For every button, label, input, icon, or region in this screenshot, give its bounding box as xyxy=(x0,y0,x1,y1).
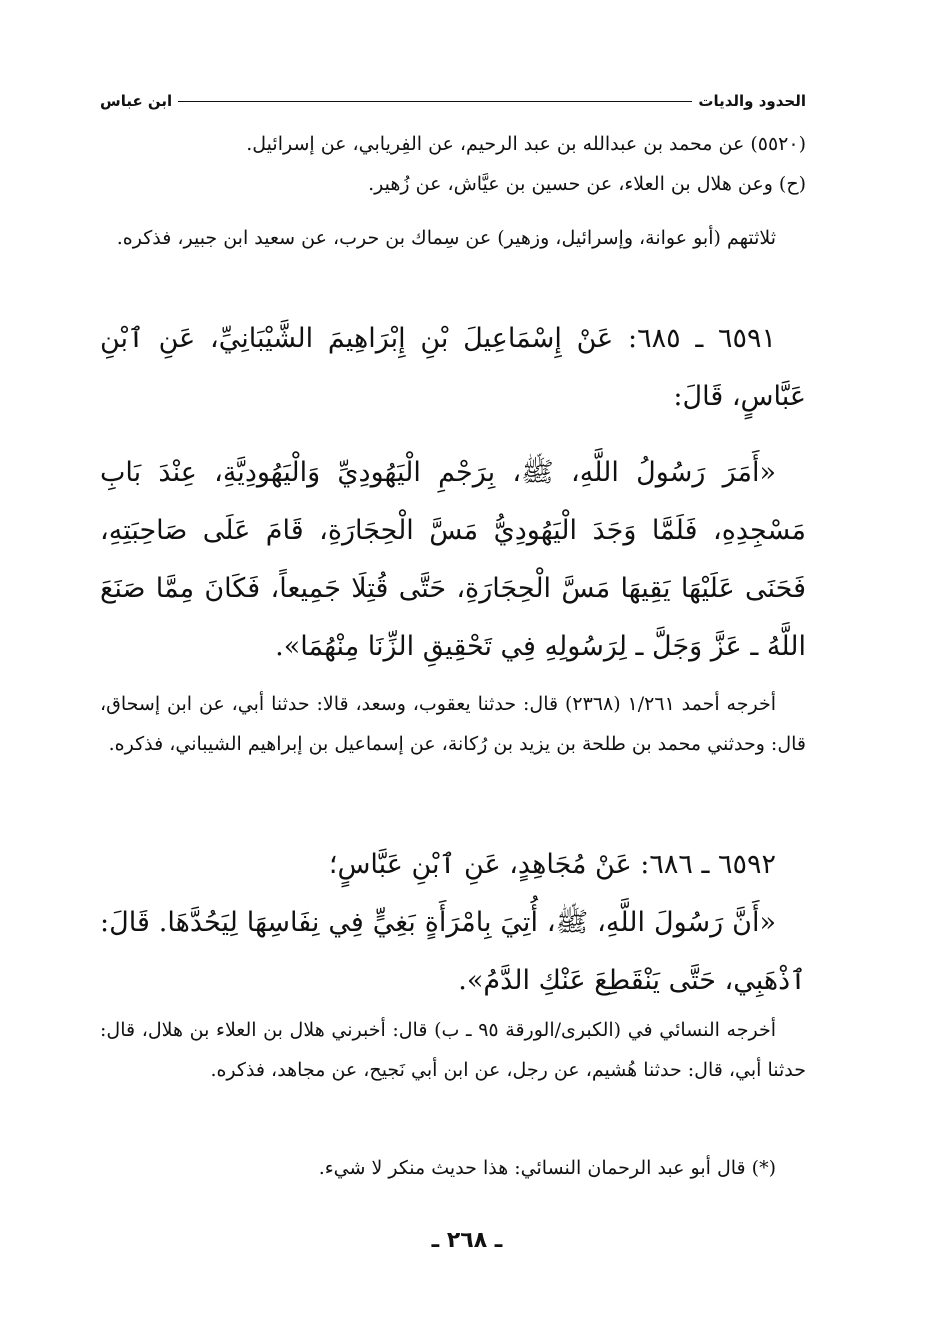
nasai-comment: (*) قال أبو عبد الرحمان النسائي: هذا حديث منكر لا شيء. xyxy=(318,1157,776,1179)
hadith-6591-takhrij: أخرجه أحمد ١/٢٦١ (٢٣٦٨) قال: حدثنا يعقوب، وسعد، قالا: حدثنا أبي، عن ابن إسحاق، قال: وحدثني محمد بن طلحة بن يزيد بن رُكانة، عن إسماعيل بن إبراهيم الشيباني، فذكره. xyxy=(100,693,806,755)
hadith-6592-heading: ٦٥٩٢ ـ ٦٨٦: عَنْ مُجَاهِدٍ، عَنِ ٱبْنِ عَبَّاسٍ؛ xyxy=(328,849,776,880)
note-5520 xyxy=(100,124,806,204)
header-chapter-title: الحدود والديات xyxy=(698,92,806,110)
header-section-title: ابن عباس xyxy=(100,92,173,110)
header-rule xyxy=(178,101,692,102)
page-number: ـ ٢٦٨ ـ xyxy=(431,1228,503,1253)
note-5520-line-1: (٥٥٢٠) عن محمد بن عبدالله بن عبد الرحيم، عن الفِريابي، عن إسرائيل. xyxy=(246,133,806,155)
hadith-6591-heading: ٦٥٩١ ـ ٦٨٥: عَنْ إِسْمَاعِيلَ بْنِ إِبْرَاهِيمَ الشَّيْبَانِيِّ، عَنِ ٱبْنِ عَبَّاسٍ، قَالَ: xyxy=(100,323,806,412)
hadith-6591-text: «أَمَرَ رَسُولُ اللَّهِ، ﷺ، بِرَجْمِ الْيَهُودِيِّ وَالْيَهُودِيَّةِ، عِنْدَ بَابِ مَسْجِدِهِ، فَلَمَّا وَجَدَ الْيَهُودِيُّ مَسَّ الْحِجَارَةِ، قَامَ عَلَى صَاحِبَتِهِ، فَحَنَى عَلَيْهَا يَقِيهَا مَسَّ الْحِجَارَةِ، حَتَّى قُتِلَا جَمِيعاً، فَكَانَ مِمَّا صَنَعَ اللَّهُ ـ عَزَّ وَجَلَّ ـ لِرَسُولِهِ فِي تَحْقِيقِ الزِّنَا مِنْهُمَا». xyxy=(100,457,806,662)
hadith-6592-text: «أَنَّ رَسُولَ اللَّهِ، ﷺ، أُتِيَ بِامْرَأَةٍ بَغِيٍّ فِي نِفَاسِهَا لِيَحُدَّهَا. قَالَ: ٱذْهَبِي، حَتَّى يَنْقَطِعَ عَنْكِ الدَّمُ». xyxy=(100,907,806,996)
note-5520-line-2: (ح) وعن هلال بن العلاء، عن حسين بن عيَّاش، عن زُهير. xyxy=(368,173,806,195)
hadith-6592-takhrij: أخرجه النسائي في (الكبرى/الورقة ٩٥ ـ ب) قال: أخبرني هلال بن العلاء بن هلال، قال: حدثنا أبي، قال: حدثنا هُشيم، عن رجل، عن ابن أبي نَجيح، عن مجاهد، فذكره. xyxy=(100,1019,806,1081)
narrators-paragraph: ثلاثتهم (أبو عوانة، وإسرائيل، وزهير) عن سِماك بن حرب، عن سعيد ابن جبير، فذكره. xyxy=(116,227,776,249)
running-header xyxy=(100,84,806,118)
